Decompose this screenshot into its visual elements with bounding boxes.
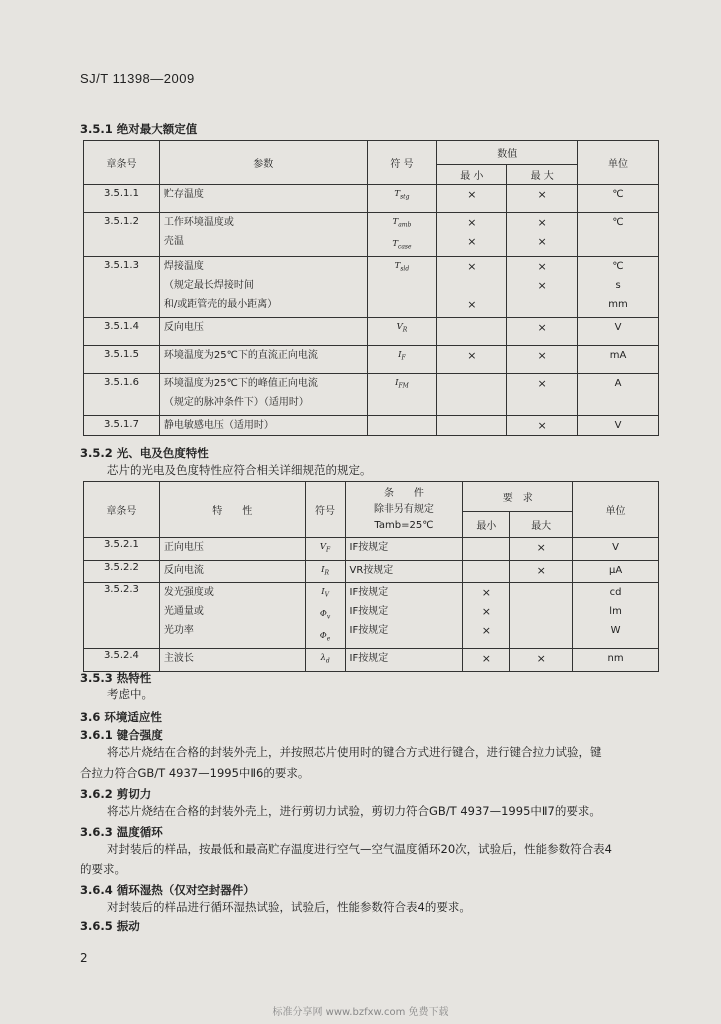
max-cell [510, 538, 573, 561]
param-cell [159, 318, 367, 346]
page-number: 2 [80, 951, 88, 965]
symbol-cell-line: $\Phi_e$ [319, 630, 331, 643]
param-cell-line: （规定最长焊接时间 [163, 280, 254, 292]
max-cell [510, 583, 573, 649]
min-cell-line [437, 393, 506, 412]
min-cell-line [437, 416, 506, 435]
col-symbol: 符 号 [367, 141, 437, 185]
param-cell-line: 壳温 [163, 236, 184, 247]
cond-line-1: 条 件 [383, 487, 424, 499]
condition-cell-line: IF按规定 [349, 625, 389, 637]
param-cell [159, 213, 367, 257]
section-3-5-2-intro: 芯片的光电及色度特性应符合相关详细规范的规定。 [107, 463, 372, 477]
max-cell-line: × [537, 235, 547, 248]
min-cell-line [463, 561, 509, 580]
symbol-cell-line: $\lambda_d$ [320, 653, 330, 666]
max-cell [510, 649, 573, 672]
unit-cell-line: mm [608, 299, 628, 311]
param-cell-line: （规定的脉冲条件下）（适用时） [163, 397, 309, 409]
symbol-cell [305, 560, 345, 583]
table-row [84, 318, 659, 346]
min-cell-line [463, 538, 509, 557]
col-unit: 单位 [578, 141, 659, 185]
section-3-5-3-text: 考虑中。 [107, 687, 153, 701]
max-cell [507, 213, 578, 257]
clause-cell: 3.5.1.1 [84, 185, 160, 213]
max-cell-line [510, 621, 572, 640]
unit-cell-line: cd [609, 587, 622, 599]
clause-cell: 3.5.1.2 [84, 213, 160, 257]
char-cell-line: 发光强度或 [163, 587, 214, 599]
char-cell-line: 光通量或 [163, 606, 204, 618]
symbol-cell-line: $T_{stg}$ [394, 189, 410, 201]
unit-cell-line: ℃ [612, 189, 624, 200]
min-cell-line [437, 374, 506, 393]
min-cell [463, 583, 510, 649]
min-cell-line: × [481, 652, 491, 666]
table-row [84, 257, 659, 318]
min-cell-line: × [467, 188, 477, 201]
unit-cell-line: μA [608, 564, 623, 576]
symbol-cell [367, 318, 437, 346]
min-cell [437, 213, 507, 257]
param-cell-line: 反向电压 [163, 322, 204, 334]
symbol-cell-line [368, 416, 437, 435]
section-heading-3-6-1: 3.6.1 键合强度 [80, 728, 163, 742]
unit-cell-line: ℃ [612, 217, 624, 228]
condition-cell-line: VR按规定 [349, 564, 394, 576]
symbol-cell-line: $T_{amb}$ [392, 217, 412, 229]
unit-cell-line: W [610, 625, 621, 637]
clause-cell: 3.5.1.3 [84, 257, 160, 318]
param-cell-line: 环境温度为25℃下的直流正向电流 [163, 350, 318, 362]
unit-cell [573, 649, 659, 672]
min-cell-line: × [467, 260, 477, 274]
table-row [84, 374, 659, 416]
char-cell [159, 560, 305, 583]
param-cell [159, 346, 367, 374]
section-heading-3-5-2: 3.5.2 光、电及色度特性 [80, 446, 209, 460]
min-cell-line: × [481, 586, 491, 600]
symbol-cell [305, 583, 345, 649]
col2-symbol: 符号 [305, 482, 345, 538]
max-cell-line [507, 393, 577, 412]
symbol-cell-line: $I_R$ [321, 564, 329, 577]
max-cell [507, 374, 578, 416]
max-cell-line [507, 295, 577, 314]
min-cell [437, 374, 507, 416]
char-cell [159, 538, 305, 561]
max-cell [507, 318, 578, 346]
symbol-cell [367, 346, 437, 374]
min-cell-line: × [481, 624, 491, 638]
clause-cell: 3.5.2.4 [84, 649, 160, 672]
symbol-cell [367, 415, 437, 435]
param-cell-line: 静电敏感电压（适用时） [163, 419, 274, 431]
unit-cell-line: s [615, 280, 621, 292]
unit-cell-line [578, 232, 658, 251]
condition-cell [345, 560, 463, 583]
table-row [84, 185, 659, 213]
section-heading-3-6: 3.6 环境适应性 [80, 710, 162, 724]
min-cell [463, 649, 510, 672]
symbol-cell-line: $V_R$ [396, 322, 408, 334]
condition-cell-line: IF按规定 [349, 606, 389, 618]
symbol-cell-line: $T_{case}$ [392, 238, 412, 251]
unit-cell [578, 213, 659, 257]
max-cell-line: × [537, 188, 547, 201]
symbol-cell [367, 213, 437, 257]
max-cell [510, 560, 573, 583]
param-cell [159, 185, 367, 213]
col2-min: 最小 [463, 512, 510, 538]
min-cell-line [437, 318, 506, 337]
max-cell-line: × [537, 321, 547, 335]
cond-line-2: 除非另有规定 [373, 503, 434, 515]
clause-cell: 3.5.1.4 [84, 318, 160, 346]
symbol-cell [305, 649, 345, 672]
condition-cell-line: IF按规定 [349, 587, 389, 599]
symbol-cell-line [368, 298, 437, 317]
condition-cell-line: IF按规定 [349, 653, 389, 665]
param-cell-line: 环境温度为25℃下的峰值正向电流 [163, 378, 318, 390]
unit-cell [578, 185, 659, 213]
table-row [84, 346, 659, 374]
min-cell-line: × [467, 235, 477, 248]
col2-clause: 章条号 [84, 482, 160, 538]
max-cell-line: × [536, 541, 546, 554]
max-cell-line [510, 583, 572, 602]
char-cell-line: 光功率 [163, 625, 194, 637]
min-cell-line: × [467, 349, 477, 363]
section-3-6-2-text: 将芯片烧结在合格的封装外壳上，进行剪切力试验，剪切力符合GB/T 4937—1995中Ⅱ7的要求。 [107, 804, 601, 818]
param-cell-line: 贮存温度 [163, 189, 204, 200]
clause-cell: 3.5.2.2 [84, 560, 160, 583]
min-cell-line [437, 276, 506, 295]
char-cell-line: 反向电流 [163, 564, 204, 576]
unit-cell [573, 538, 659, 561]
clause-cell: 3.5.1.5 [84, 346, 160, 374]
max-cell-line: × [536, 652, 546, 666]
col2-max: 最大 [510, 512, 573, 538]
section-heading-3-6-2: 3.6.2 剪切力 [80, 787, 152, 801]
clause-cell: 3.5.1.7 [84, 415, 160, 435]
param-cell-line: 和/或距管壳的最小距离） [163, 299, 278, 311]
char-cell [159, 583, 305, 649]
symbol-cell-line: $I_F$ [398, 350, 406, 362]
symbol-cell-line: $T_{sld}$ [394, 261, 410, 274]
unit-cell [578, 374, 659, 416]
footer-watermark: 标准分享网 www.bzfxw.com 免费下载 [272, 1007, 449, 1018]
unit-cell-line: nm [607, 653, 624, 665]
unit-cell-line [578, 393, 658, 412]
max-cell [507, 257, 578, 318]
col-value: 数值 [437, 141, 578, 165]
unit-cell-line: V [614, 322, 622, 334]
cond-line-3: Tamb=25℃ [374, 519, 434, 531]
table-row [84, 649, 659, 672]
max-cell-line: × [537, 418, 547, 432]
min-cell [463, 538, 510, 561]
unit-cell-line: V [612, 542, 619, 553]
max-cell-line: × [537, 216, 547, 229]
max-cell-line: × [537, 377, 547, 391]
clause-cell: 3.5.2.3 [84, 583, 160, 649]
unit-cell [573, 560, 659, 583]
condition-cell [345, 583, 463, 649]
symbol-cell-line: $I_{FM}$ [395, 378, 409, 390]
unit-cell [578, 257, 659, 318]
table-row [84, 213, 659, 257]
doc-code: SJ/T 11398—2009 [80, 71, 195, 86]
condition-cell [345, 649, 463, 672]
param-cell [159, 415, 367, 435]
col2-condition [345, 482, 463, 538]
section-3-6-1-text-1: 将芯片烧结在合格的封装外壳上，并按照芯片使用时的键合方式进行键合，进行键合拉力试验，键 [107, 745, 602, 759]
max-cell [507, 415, 578, 435]
max-cell-line: × [536, 563, 546, 577]
col-param: 参数 [159, 141, 367, 185]
table-row [84, 583, 659, 649]
col-min: 最 小 [437, 165, 507, 185]
col2-req: 要 求 [463, 482, 573, 512]
col-clause: 章条号 [84, 141, 160, 185]
symbol-cell-line [368, 396, 437, 415]
col2-char: 特 性 [159, 482, 305, 538]
max-cell-line: × [537, 349, 547, 363]
min-cell [437, 185, 507, 213]
char-cell-line: 主波长 [163, 653, 194, 665]
unit-cell-line: ℃ [612, 261, 624, 273]
min-cell [437, 257, 507, 318]
section-heading-3-5-3: 3.5.3 热特性 [80, 671, 152, 685]
section-3-6-3-text-2: 的要求。 [80, 862, 126, 876]
symbol-cell-line [368, 279, 437, 298]
clause-cell: 3.5.1.6 [84, 374, 160, 416]
symbol-cell-line: $I_V$ [321, 587, 329, 600]
table-row [84, 560, 659, 583]
param-cell-line: 焊接温度 [163, 261, 204, 273]
table-row [84, 538, 659, 561]
condition-cell [345, 538, 463, 561]
min-cell-line: × [467, 216, 477, 229]
section-heading-3-6-3: 3.6.3 温度循环 [80, 825, 163, 839]
unit-cell-line: A [614, 378, 622, 390]
unit-cell-line: V [614, 419, 622, 431]
section-heading-3-5-1: 3.5.1 绝对最大额定值 [80, 122, 198, 136]
condition-cell-line: IF按规定 [349, 542, 389, 553]
max-cell-line [510, 602, 572, 621]
symbol-cell [367, 374, 437, 416]
optical-electrical-table [83, 481, 659, 672]
section-3-6-1-text-2: 合拉力符合GB/T 4937—1995中Ⅱ6的要求。 [80, 766, 310, 780]
min-cell [463, 560, 510, 583]
min-cell [437, 318, 507, 346]
min-cell-line: × [481, 605, 491, 619]
col-max: 最 大 [507, 165, 578, 185]
unit-cell-line: mA [609, 350, 627, 362]
section-3-6-3-text-1: 对封装后的样品，按最低和最高贮存温度进行空气—空气温度循环20次，试验后，性能参数符合表4 [107, 842, 612, 856]
symbol-cell-line: $V_F$ [319, 542, 331, 554]
param-cell [159, 257, 367, 318]
section-3-6-4-text: 对封装后的样品进行循环湿热试验，试验后，性能参数符合表4的要求。 [107, 900, 471, 914]
symbol-cell [305, 538, 345, 561]
section-heading-3-6-4: 3.6.4 循环湿热（仅对空封器件） [80, 883, 255, 897]
unit-cell [578, 318, 659, 346]
symbol-cell [367, 257, 437, 318]
max-cell [507, 346, 578, 374]
unit-cell [578, 415, 659, 435]
section-heading-3-6-5: 3.6.5 振动 [80, 919, 140, 933]
min-cell [437, 346, 507, 374]
param-cell [159, 374, 367, 416]
col2-unit: 单位 [573, 482, 659, 538]
min-cell [437, 415, 507, 435]
unit-cell [573, 583, 659, 649]
max-cell-line: × [537, 279, 547, 293]
unit-cell [578, 346, 659, 374]
max-cell-line: × [537, 260, 547, 274]
unit-cell-line: lm [609, 606, 622, 618]
absolute-max-ratings-table [83, 140, 659, 436]
min-cell-line: × [467, 298, 477, 312]
param-cell-line: 工作环境温度或 [163, 217, 234, 228]
max-cell [507, 185, 578, 213]
clause-cell: 3.5.2.1 [84, 538, 160, 561]
table-row [84, 415, 659, 435]
symbol-cell-line: $\Phi_v$ [319, 609, 331, 621]
char-cell [159, 649, 305, 672]
char-cell-line: 正向电压 [163, 542, 204, 553]
symbol-cell [367, 185, 437, 213]
